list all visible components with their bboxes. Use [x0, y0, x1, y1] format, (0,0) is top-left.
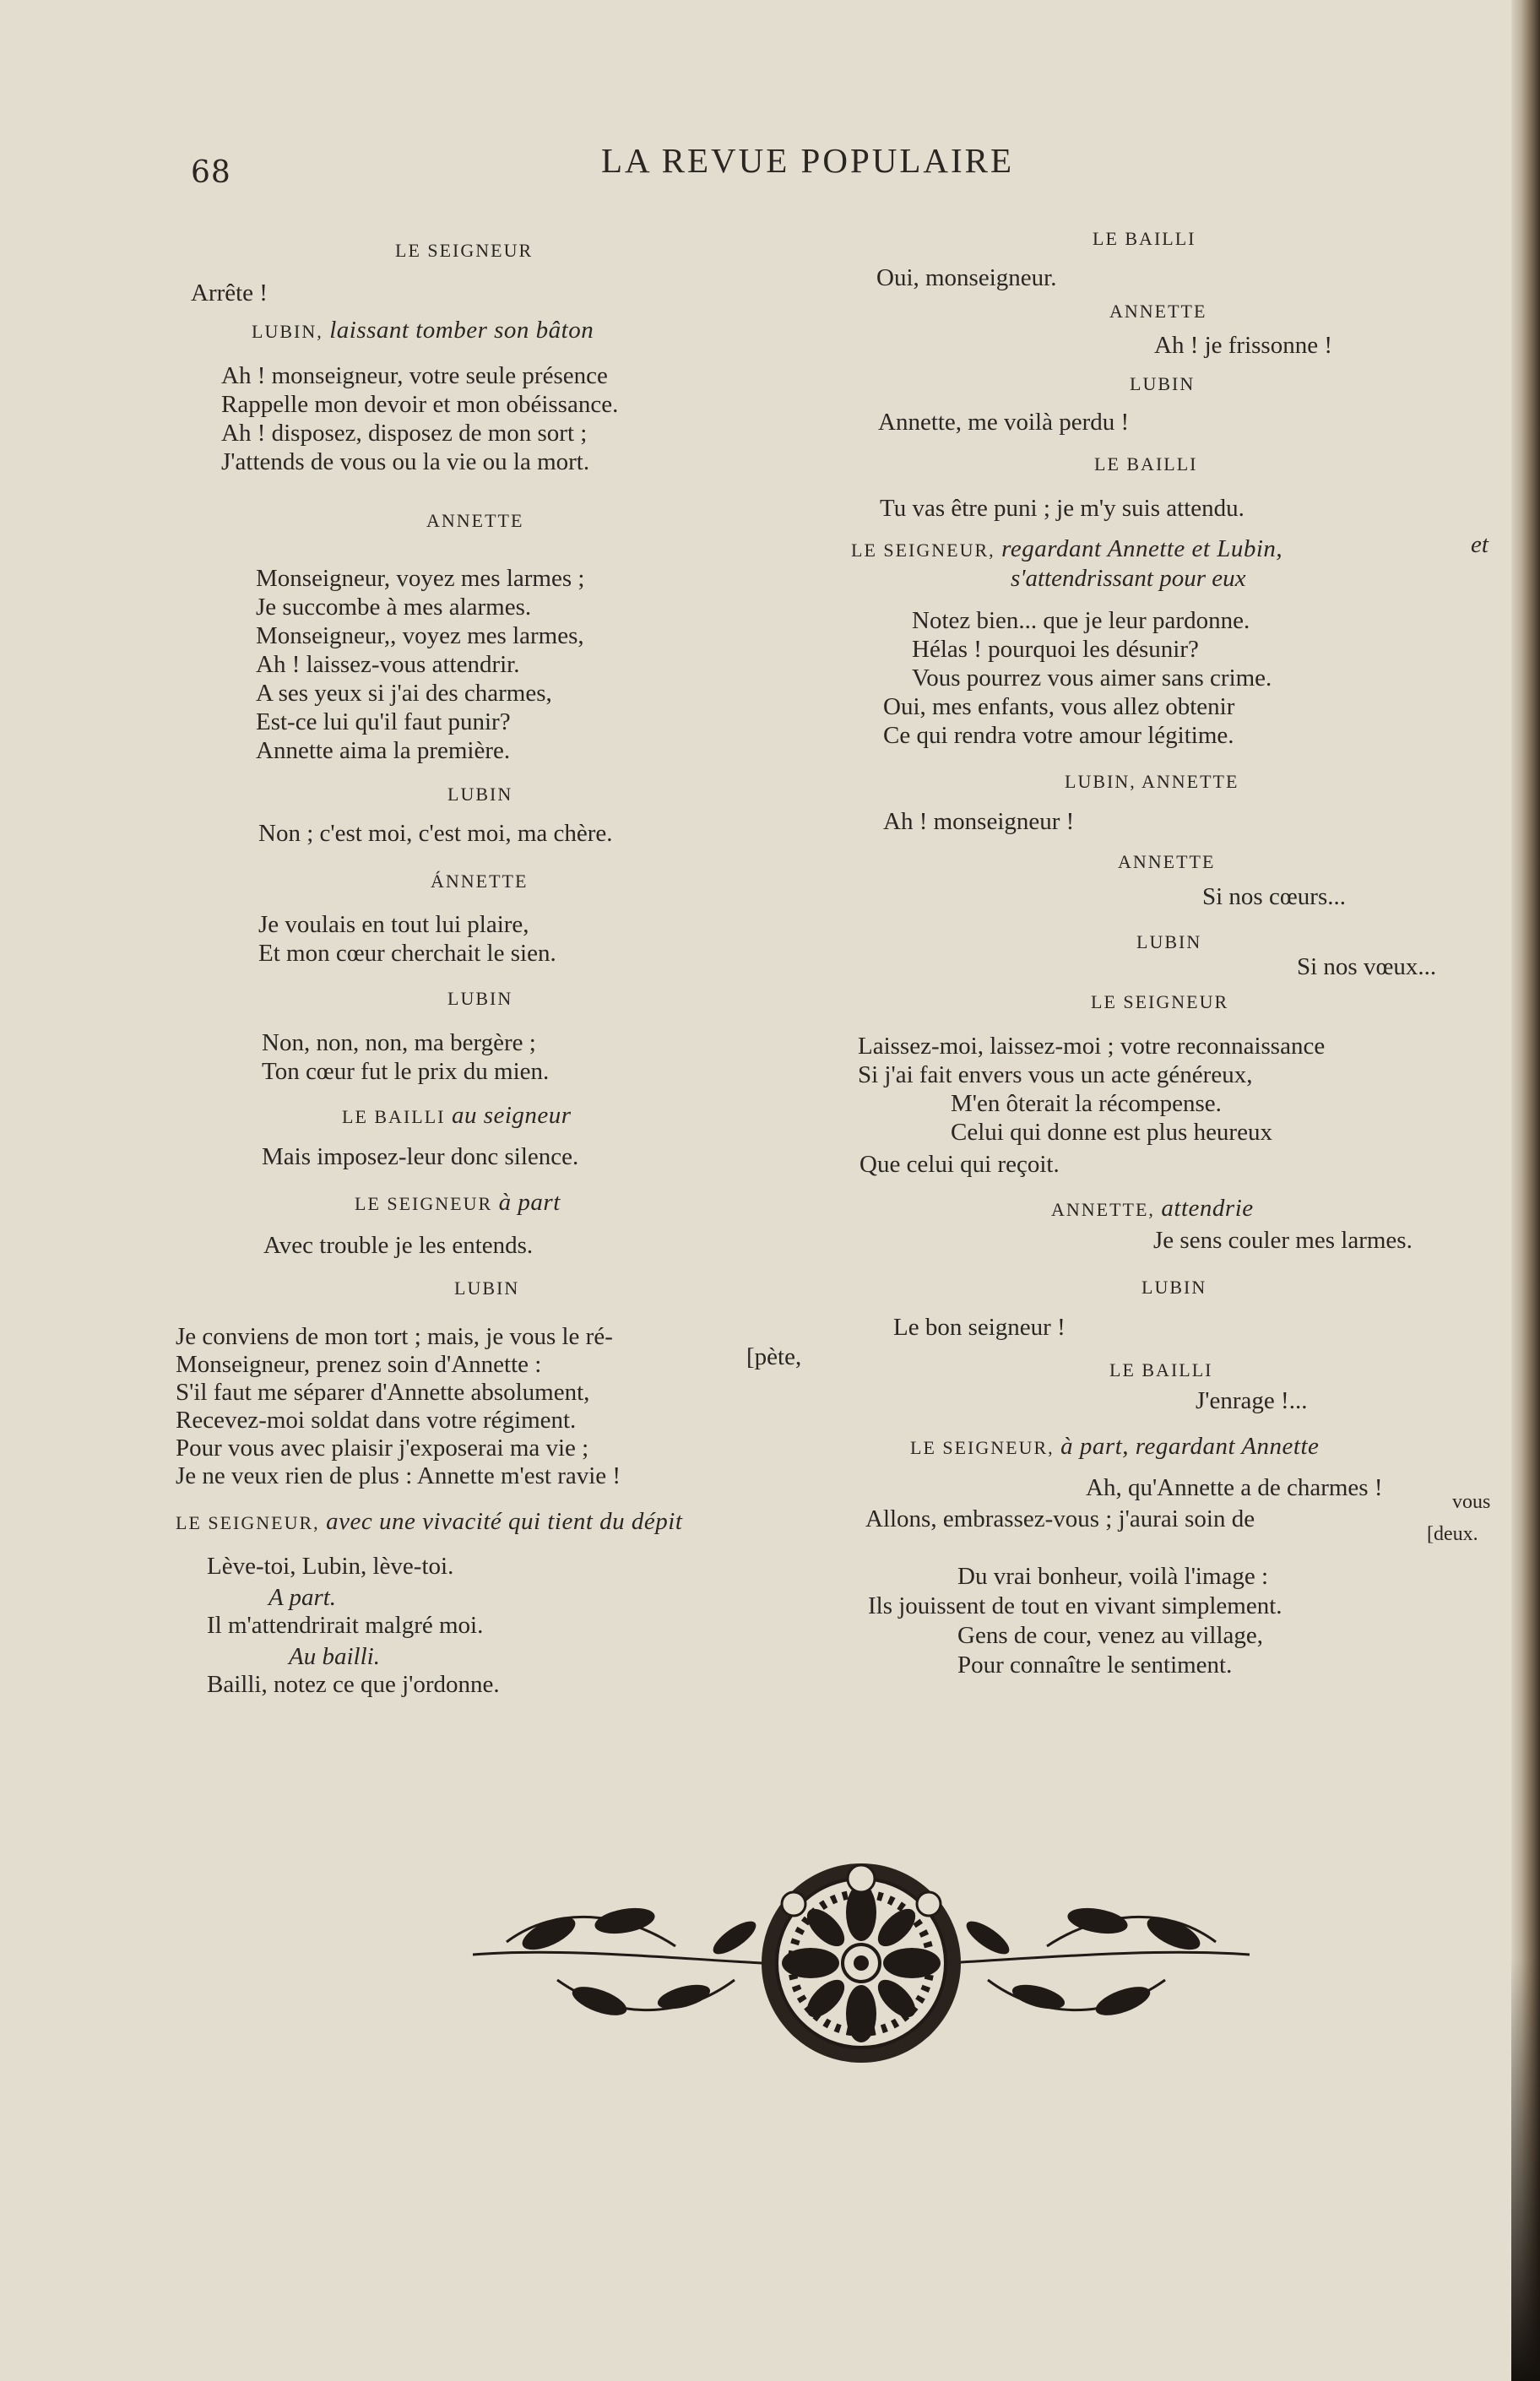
speaker-heading: LUBIN [1130, 373, 1196, 394]
verse-line: Ah ! monseigneur, votre seule présence [221, 362, 608, 389]
speaker-heading: LE SEIGNEUR [1091, 991, 1229, 1012]
verse-line: Si j'ai fait envers vous un acte généreux, [858, 1061, 1253, 1088]
page-number: 68 [191, 155, 231, 190]
verse-line: Que celui qui reçoit. [859, 1151, 1060, 1178]
speaker-heading [910, 1433, 1319, 1461]
verse-line: Celui qui donne est plus heureux [951, 1119, 1272, 1146]
speaker-heading: LUBIN [447, 784, 513, 805]
verse-line: Monseigneur, prenez soin d'Annette : [176, 1351, 542, 1378]
leaf [1093, 1981, 1154, 2021]
stage-direction: regardant Annette et Lubin, [1001, 535, 1283, 562]
verse-line: Monseigneur, voyez mes larmes ; [256, 565, 585, 592]
speaker-name: LE SEIGNEUR, [176, 1512, 320, 1533]
verse-line: Le bon seigneur ! [893, 1314, 1066, 1341]
verse-line-turnover: vous [1452, 1491, 1491, 1513]
verse-line: Avec trouble je les entends. [263, 1232, 534, 1259]
stage-direction: au seigneur [451, 1102, 572, 1129]
leaf [593, 1904, 657, 1938]
verse-line: Allons, embrassez-vous ; j'aurai soin de [865, 1505, 1255, 1532]
speaker-heading: LUBIN [1141, 1277, 1207, 1298]
verse-line: Pour vous avec plaisir j'exposerai ma vie ; [176, 1435, 589, 1462]
verse-line: Il m'attendrirait malgré moi. [207, 1612, 484, 1639]
speaker-heading [1051, 1195, 1254, 1223]
verse-line: Je conviens de mon tort ; mais, je vous le ré- [176, 1323, 613, 1350]
speaker-heading: ANNETTE [426, 510, 524, 531]
page-edge-shadow [1511, 1959, 1540, 2381]
speaker-heading [252, 317, 594, 344]
speaker-heading: ÁNNETTE [431, 871, 529, 892]
stage-direction: avec une vivacité qui tient du dépit [326, 1508, 683, 1535]
verse-line: Ah ! je frissonne ! [1154, 332, 1333, 359]
verse-line: Pour connaître le sentiment. [957, 1652, 1233, 1679]
speaker-heading [851, 535, 1282, 563]
speaker-heading [342, 1102, 572, 1130]
verse-line: Si nos cœurs... [1202, 883, 1346, 910]
verse-line: Mais imposez-leur donc silence. [262, 1143, 579, 1170]
verse-line: Bailli, notez ce que j'ordonne. [207, 1671, 500, 1698]
floral-ornament [456, 1853, 1266, 2081]
verse-line: Du vrai bonheur, voilà l'image : [957, 1563, 1269, 1590]
verse-line: Monseigneur,, voyez mes larmes, [256, 622, 584, 649]
verse-line: Annette aima la première. [256, 737, 511, 764]
stage-direction: s'attendrissant pour eux [1011, 565, 1246, 592]
verse-line: Annette, me voilà perdu ! [878, 409, 1130, 436]
verse-line: Hélas ! pourquoi les désunir? [912, 636, 1199, 663]
verse-line-turnover: [deux. [1427, 1523, 1478, 1545]
verse-line: Est-ce lui qu'il faut punir? [256, 708, 511, 735]
verse-line: Laissez-moi, laissez-moi ; votre reconnaissance [858, 1033, 1326, 1060]
verse-line: Je succombe à mes alarmes. [256, 594, 532, 621]
stage-direction: Au bailli. [289, 1643, 380, 1670]
verse-line: Tu vas être puni ; je m'y suis attendu. [880, 495, 1244, 522]
verse-line: Je sens couler mes larmes. [1153, 1227, 1413, 1254]
verse-line: Oui, mes enfants, vous allez obtenir [883, 693, 1235, 720]
verse-line: Arrête ! [191, 279, 268, 306]
running-title: LA REVUE POPULAIRE [601, 141, 1015, 180]
verse-line: Ton cœur fut le prix du mien. [262, 1058, 550, 1085]
verse-line: Non ; c'est moi, c'est moi, ma chère. [258, 820, 613, 847]
verse-line: S'il faut me séparer d'Annette absolument, [176, 1379, 590, 1406]
speaker-heading: LUBIN, ANNETTE [1065, 771, 1239, 792]
speaker-heading: LUBIN [454, 1277, 520, 1299]
verse-line: Et mon cœur cherchait le sien. [258, 940, 556, 967]
speaker-name: ANNETTE, [1051, 1199, 1155, 1220]
verse-line: Ah, qu'Annette a de charmes ! [1086, 1474, 1383, 1501]
verse-line: Ah ! monseigneur ! [883, 808, 1075, 835]
speaker-heading [355, 1189, 561, 1217]
verse-line: Ce qui rendra votre amour légitime. [883, 722, 1234, 749]
verse-line: Lève-toi, Lubin, lève-toi. [207, 1553, 454, 1580]
ornament-medallion [762, 1863, 961, 2063]
speaker-name: LUBIN, [252, 321, 323, 342]
stage-direction: laissant tomber son bâton [329, 317, 594, 344]
speaker-heading: ANNETTE [1118, 851, 1216, 872]
stage-direction: A part. [268, 1584, 337, 1611]
verse-line: Gens de cour, venez au village, [957, 1622, 1263, 1649]
verse-line: Vous pourrez vous aimer sans crime. [912, 664, 1272, 692]
stage-direction: et [1471, 531, 1488, 558]
verse-line: Je ne veux rien de plus : Annette m'est ravie ! [176, 1462, 621, 1489]
stage-direction: attendrie [1161, 1195, 1254, 1222]
speaker-name: LE SEIGNEUR, [851, 540, 995, 561]
verse-line: Recevez-moi soldat dans votre régiment. [176, 1407, 577, 1434]
verse-line: Notez bien... que je leur pardonne. [912, 607, 1250, 634]
verse-line: Ah ! laissez-vous attendrir. [256, 651, 520, 678]
verse-line: Rappelle mon devoir et mon obéissance. [221, 391, 619, 418]
speaker-heading: LE BAILLI [1093, 228, 1196, 249]
speaker-heading: LUBIN [447, 988, 513, 1009]
verse-line: J'attends de vous ou la vie ou la mort. [221, 448, 590, 475]
speaker-name: LE SEIGNEUR [355, 1193, 493, 1214]
verse-line: A ses yeux si j'ai des charmes, [256, 680, 552, 707]
stage-direction: à part [498, 1189, 561, 1216]
verse-line: M'en ôterait la récompense. [951, 1090, 1222, 1117]
verse-line: Ils jouissent de tout en vivant simplement. [868, 1592, 1282, 1619]
speaker-name: LE SEIGNEUR, [910, 1437, 1055, 1458]
speaker-heading: LE SEIGNEUR [395, 240, 534, 261]
speaker-heading: LUBIN [1136, 931, 1202, 952]
verse-line: Si nos vœux... [1297, 953, 1437, 980]
verse-line: Ah ! disposez, disposez de mon sort ; [221, 420, 588, 447]
verse-line: Je voulais en tout lui plaire, [258, 911, 529, 938]
stage-direction: à part, regardant Annette [1060, 1433, 1320, 1460]
speaker-heading: ANNETTE [1109, 301, 1207, 322]
verse-line: Oui, monseigneur. [876, 264, 1057, 291]
speaker-heading [176, 1508, 682, 1536]
verse-line: J'enrage !... [1196, 1387, 1308, 1414]
leaf [962, 1916, 1014, 1960]
speaker-heading: LE BAILLI [1094, 453, 1198, 475]
verse-line: Non, non, non, ma bergère ; [262, 1029, 536, 1056]
leaf [1066, 1904, 1130, 1938]
leaf [708, 1916, 761, 1960]
verse-line-turnover: [pète, [746, 1343, 802, 1370]
speaker-name: LE BAILLI [342, 1106, 446, 1127]
speaker-heading: LE BAILLI [1109, 1359, 1213, 1380]
leaf [569, 1981, 631, 2021]
